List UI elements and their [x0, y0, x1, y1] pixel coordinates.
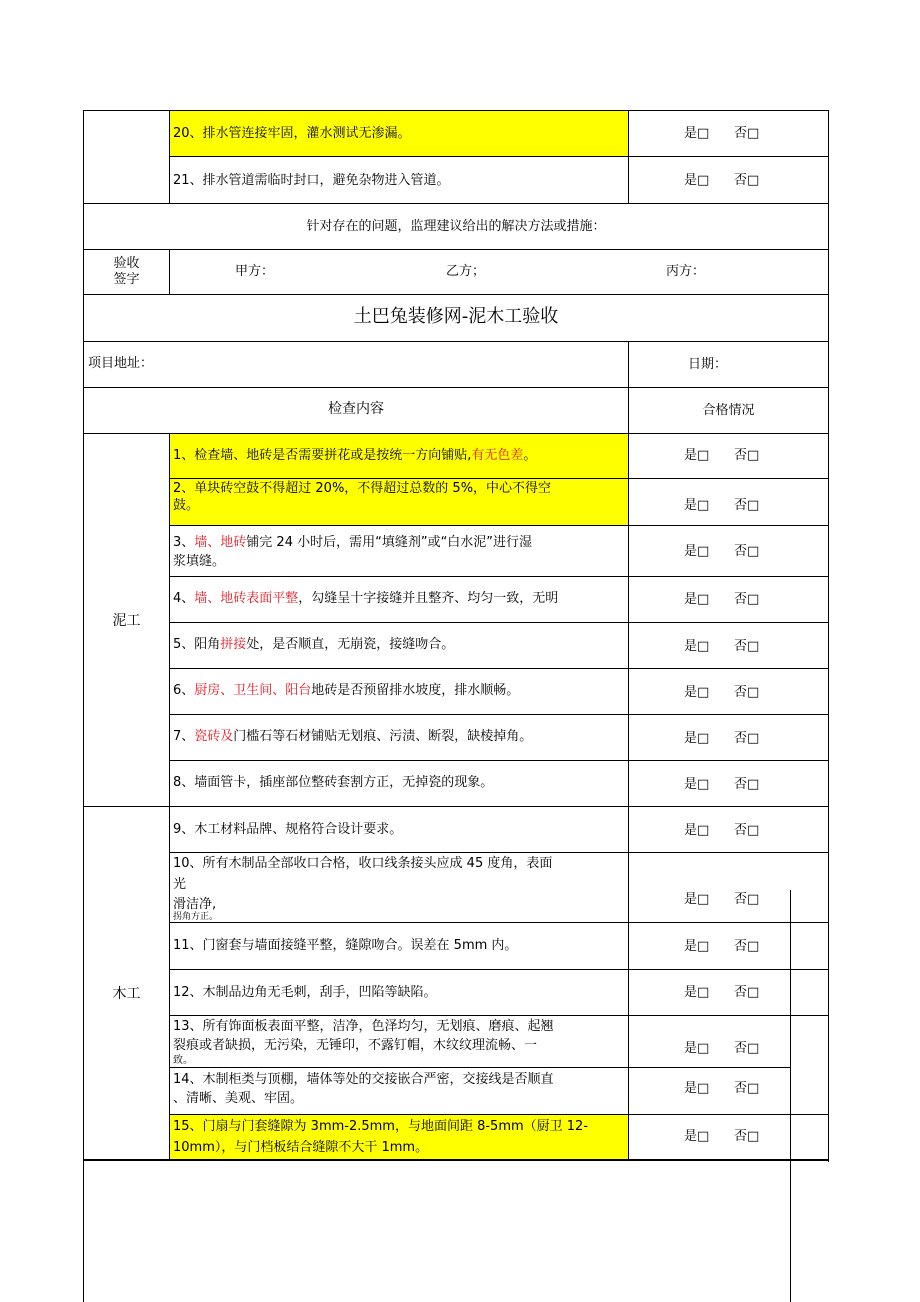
mason-item-7 [173, 728, 532, 746]
item-20-yes-checkbox[interactable]: 是□ [684, 126, 710, 141]
mason-5-yes-checkbox[interactable]: 是□ [684, 639, 710, 654]
mason-7-yes-checkbox[interactable]: 是□ [684, 731, 710, 746]
party-a-signature[interactable]: 甲方： [235, 264, 275, 279]
mason-item-4 [173, 590, 558, 608]
mason-2-yes-checkbox[interactable]: 是□ [684, 498, 710, 513]
carpentry-14-yes-checkbox[interactable]: 是□ [684, 1081, 710, 1096]
mason-1-no-checkbox[interactable]: 否□ [734, 448, 760, 463]
mason-4-yes-checkbox[interactable]: 是□ [684, 592, 710, 607]
mason-item-5-num: 5、阳角 [173, 637, 221, 652]
mason-3-yes-checkbox[interactable]: 是□ [684, 544, 710, 559]
carpentry-item-10-line3: 滑洁净, [173, 897, 217, 912]
mason-item-2-line1: 2、单块砖空鼓不得超过 20%，不得超过总数的 5%，中心不得空 [173, 481, 552, 496]
carpentry-item-13-line1: 13、所有饰面板表面平整，洁净，色泽均匀，无划痕、磨痕、起翘 [173, 1019, 554, 1034]
carpentry-12-no-checkbox[interactable]: 否□ [734, 985, 760, 1000]
header-check-content: 检查内容 [328, 401, 384, 417]
mason-item-7-num: 7、 [173, 729, 195, 744]
mason-item-4-text: ，勾缝呈十字接缝并且整齐、均匀一致，无明 [298, 591, 559, 606]
header-qualified-status: 合格情况 [702, 403, 755, 418]
mason-item-7-text: 门槛石等石材铺贴无划痕、污渍、断裂，缺棱掉角。 [233, 729, 533, 744]
item-20-text: 20、排水管连接牢固，灌水测试无渗漏。 [173, 126, 411, 141]
carpentry-item-12: 12、木制品边角无毛刺，刮手，凹陷等缺陷。 [173, 985, 437, 1000]
supervisor-suggestion: 针对存在的问题，监理建议给出的解决方法或措施： [306, 219, 606, 234]
carpentry-item-11: 11、门窗套与墙面接缝平整，缝隙吻合。误差在 5mm 内。 [173, 938, 518, 953]
carpentry-item-14-line2: 、清晰、美观、牢固。 [173, 1091, 304, 1106]
mason-6-no-checkbox[interactable]: 否□ [734, 685, 760, 700]
item-21-text: 21、排水管道需临时封口，避免杂物进入管道。 [173, 173, 450, 188]
page-title: 土巴兔装修网-泥木工验收 [353, 306, 559, 327]
carpentry-15-no-checkbox[interactable]: 否□ [734, 1129, 760, 1144]
mason-item-5 [173, 636, 454, 654]
carpentry-item-13-line2: 裂痕或者缺损，无污染，无锤印，不露钉帽，木纹纹理流畅、一 [173, 1038, 538, 1053]
item-20-no-checkbox[interactable]: 否□ [734, 126, 760, 141]
carpentry-14-no-checkbox[interactable]: 否□ [734, 1081, 760, 1096]
mason-1-yes-checkbox[interactable]: 是□ [684, 448, 710, 463]
sign-label-line2: 签字 [113, 272, 140, 287]
mason-7-no-checkbox[interactable]: 否□ [734, 731, 760, 746]
carpentry-13-yes-checkbox[interactable]: 是□ [684, 1041, 710, 1056]
mason-item-5-red: 拼接 [220, 637, 247, 652]
mason-item-2-line2: 鼓。 [173, 498, 200, 513]
mason-item-8: 8、墙面管卡，插座部位整砖套割方正，无掉瓷的现象。 [173, 775, 494, 790]
mason-item-6 [173, 682, 519, 700]
mason-item-6-red: 厨房、卫生间、阳台 [194, 683, 312, 698]
mason-item-1-red: 有无色差 [471, 448, 524, 463]
carpentry-9-no-checkbox[interactable]: 否□ [734, 823, 760, 838]
mason-item-7-red: 瓷砖及 [194, 729, 234, 744]
mason-3-no-checkbox[interactable]: 否□ [734, 544, 760, 559]
carpentry-item-15-line2: 10mm），与门档板结合缝隙不大干 1mm。 [173, 1140, 429, 1155]
sign-label-line1: 验收 [113, 256, 140, 271]
carpentry-10-no-checkbox[interactable]: 否□ [734, 892, 760, 907]
mason-item-3-line2: 浆填缝。 [173, 554, 226, 569]
date-label: 日期： [688, 357, 728, 372]
mason-8-yes-checkbox[interactable]: 是□ [684, 777, 710, 792]
mason-8-no-checkbox[interactable]: 否□ [734, 777, 760, 792]
mason-item-4-num: 4、 [173, 591, 195, 606]
carpentry-item-9: 9、木工材料品牌、规格符合设计要求。 [173, 822, 403, 837]
carpentry-item-13-line3: 致。 [173, 1055, 193, 1066]
carpentry-13-no-checkbox[interactable]: 否□ [734, 1041, 760, 1056]
carpentry-11-no-checkbox[interactable]: 否□ [734, 939, 760, 954]
mason-item-4-red: 墙、地砖表面平整 [194, 591, 299, 606]
carpentry-item-10-line4: 拐角方正。 [173, 912, 219, 922]
mason-item-3-text: 铺完 24 小时后，需用“填缝剂”或“白水泥”进行湿 [246, 535, 533, 550]
carpentry-item-10-line1: 10、所有木制品全部收口合格，收口线条接头应成 45 度角，表面 [173, 856, 553, 871]
carpentry-category-label: 木工 [112, 986, 141, 1002]
mason-item-1-text: 1、检查墙、地砖是否需要拼花或是按统一方向铺贴, [173, 448, 472, 463]
mason-item-6-num: 6、 [173, 683, 195, 698]
carpentry-item-15-line1: 15、门扇与门套缝隙为 3mm-2.5mm，与地面间距 8-5mm（厨卫 12- [173, 1119, 589, 1134]
carpentry-15-yes-checkbox[interactable]: 是□ [684, 1129, 710, 1144]
mason-item-3-num: 3、 [173, 535, 195, 550]
carpentry-item-14-line1: 14、木制柜类与顶棚，墙体等处的交接嵌合严密，交接线是否顺直 [173, 1072, 554, 1087]
party-c-signature[interactable]: 丙方： [666, 264, 706, 279]
mason-2-no-checkbox[interactable]: 否□ [734, 498, 760, 513]
mason-item-3-line1 [173, 534, 532, 552]
mason-item-3-red: 墙、地砖 [194, 535, 247, 550]
mason-item-6-text: 地砖是否预留排水坡度，排水顺畅。 [311, 683, 520, 698]
mason-4-no-checkbox[interactable]: 否□ [734, 592, 760, 607]
mason-item-5-text: 处，是否顺直，无崩瓷，接缝吻合。 [246, 637, 455, 652]
project-address-label: 项目地址： [88, 356, 154, 371]
mason-item-1 [173, 447, 536, 465]
mason-item-1-end: 。 [523, 448, 537, 463]
carpentry-12-yes-checkbox[interactable]: 是□ [684, 985, 710, 1000]
item-21-yes-checkbox[interactable]: 是□ [684, 173, 710, 188]
mason-category-label: 泥工 [112, 613, 141, 629]
carpentry-9-yes-checkbox[interactable]: 是□ [684, 823, 710, 838]
mason-6-yes-checkbox[interactable]: 是□ [684, 685, 710, 700]
mason-5-no-checkbox[interactable]: 否□ [734, 639, 760, 654]
carpentry-11-yes-checkbox[interactable]: 是□ [684, 939, 710, 954]
item-21-no-checkbox[interactable]: 否□ [734, 173, 760, 188]
carpentry-item-10-line2: 光 [173, 877, 187, 892]
carpentry-10-yes-checkbox[interactable]: 是□ [684, 892, 710, 907]
party-b-signature[interactable]: 乙方； [446, 264, 486, 279]
